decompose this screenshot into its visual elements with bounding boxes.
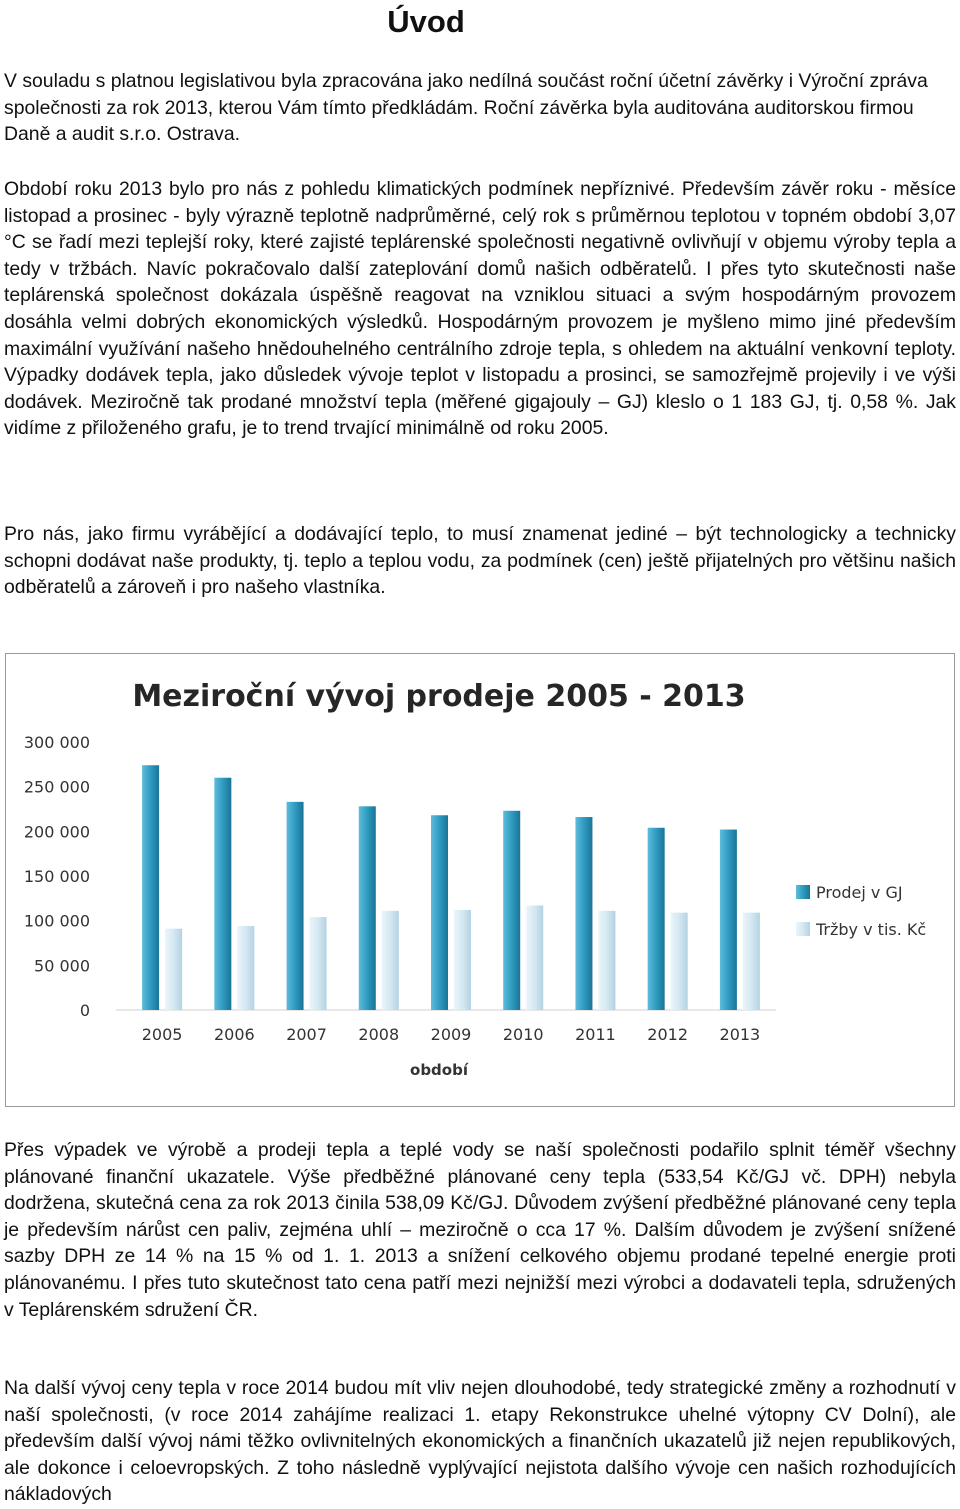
mission-paragraph: Pro nás, jako firmu vyrábějící a dodávající teplo, to musí znamenat jediné – být technologicky a technicky schopni dodávat naše produkty, tj. teplo a teplou vodu, za podmínek (cen) ještě přijatelných pro většinu našich odběratelů a zároveň i pro našeho vlastníka. — [4, 523, 956, 599]
sales-chart — [5, 653, 955, 1107]
legend-swatch-trzby — [796, 922, 810, 936]
y-tick-label: 200 000 — [23, 822, 90, 842]
bar-prodej-2009 — [431, 815, 448, 1010]
x-tick-label: 2012 — [647, 1025, 689, 1044]
bar-trzby-2010 — [526, 905, 543, 1010]
bar-prodej-2008 — [359, 806, 376, 1010]
page-title: Úvod — [387, 4, 465, 39]
x-tick-label: 2006 — [213, 1025, 255, 1044]
bar-trzby-2006 — [237, 926, 254, 1010]
bar-trzby-2008 — [382, 911, 399, 1010]
chart-title: Meziroční vývoj prodeje 2005 - 2013 — [132, 679, 746, 714]
bar-prodej-2007 — [287, 802, 304, 1010]
x-tick-label: 2007 — [286, 1025, 327, 1044]
y-tick-label: 250 000 — [23, 777, 90, 797]
y-tick-label: 150 000 — [23, 867, 90, 886]
legend-label-trzby: Tržby v tis. Kč — [816, 920, 927, 939]
finance-paragraph: Přes výpadek ve výrobě a prodeji tepla a teplé vody se naší společnosti podařilo splnit téměř všechny plánované finanční ukazatele. Výše předběžné plánované ceny tepla (533,54 Kč/GJ vč. DPH) nebyla dodržena, skutečná cena za rok 2013 činila 538,09 Kč/GJ. Důvodem zvýšení předběžné plánované ceny tepla je především nárůst cen paliv, zejména uhlí – meziročně o cca 17 %. Dalším důvodem je zvýšení snížené sazby DPH ze 14 % na 15 % od 1. 1. 2013 a snížení celkového objemu prodané tepelné energie proti plánovanému. I přes tuto skutečnost tato cena patří mezi nejnižší mezi výrobci a dodavateli tepla, sdružených v Teplárenském sdružení ČR. — [4, 1139, 956, 1321]
bar-trzby-2013 — [743, 913, 760, 1010]
bar-trzby-2009 — [454, 910, 471, 1010]
bar-prodej-2011 — [575, 817, 592, 1010]
bar-prodej-2013 — [720, 830, 737, 1010]
x-tick-label: 2011 — [575, 1025, 616, 1044]
x-axis-label: období — [410, 1061, 468, 1079]
bar-prodej-2006 — [214, 778, 231, 1010]
intro-paragraph: V souladu s platnou legislativou byla zpracována jako nedílná součást roční účetní závěrky i Výroční zpráva společnosti za rok 2013, kterou Vám tímto předkládám. Roční závěrka byla auditována auditorskou firmou Daně a audit s.r.o. Ostrava. — [4, 70, 928, 146]
bar-trzby-2007 — [310, 917, 327, 1010]
y-tick-label: 50 000 — [34, 956, 90, 976]
x-tick-label: 2009 — [430, 1025, 472, 1044]
x-tick-label: 2013 — [719, 1025, 761, 1044]
bar-trzby-2005 — [165, 929, 182, 1010]
legend-swatch-prodej — [796, 885, 810, 899]
legend-label-prodej: Prodej v GJ — [816, 883, 903, 902]
sales-chart-svg — [6, 654, 954, 1106]
bar-trzby-2012 — [671, 913, 688, 1010]
x-tick-label: 2005 — [141, 1025, 183, 1044]
x-tick-label: 2010 — [502, 1025, 544, 1044]
bar-prodej-2012 — [648, 828, 665, 1010]
y-tick-label: 0 — [79, 1001, 90, 1020]
x-tick-label: 2008 — [358, 1025, 400, 1044]
y-tick-label: 300 000 — [23, 733, 90, 752]
outlook-paragraph: Na další vývoj ceny tepla v roce 2014 budou mít vliv nejen dlouhodobé, tedy strategické změny a rozhodnutí v naší společnosti, (v roce 2014 zahájíme realizaci 1. etapy Rekonstrukce uhelné výtopny CV Dolní), ale především další vývoj námi těžko ovlivnitelných ekonomických a finančních ukazatelů již nejen republikových, ale dokonce i celoevropských. Z toho následně vyplývající nejistota dalšího vývoje cen našich rozhodujících nákladových — [4, 1377, 956, 1506]
bar-trzby-2011 — [598, 911, 615, 1010]
y-tick-label: 100 000 — [23, 911, 90, 931]
bar-prodej-2005 — [142, 765, 159, 1010]
bar-prodej-2010 — [503, 811, 520, 1010]
climate-paragraph: Období roku 2013 bylo pro nás z pohledu klimatických podmínek nepříznivé. Především závěr roku - měsíce listopad a prosinec - byly výrazně teplotně nadprůměrné, celý rok s průměrnou teplotou v topném období 3,07 °C se řadí mezi teplejší roky, které zajisté teplárenské společnosti negativně ovlivňují v objemu výroby tepla a tedy v tržbách. Navíc pokračovalo další zateplování domů našich odběratelů. I přes tyto skutečnosti naše teplárenská společnost dokázala úspěšně reagovat na vzniklou situaci a svým hospodárným provozem dosáhla velmi dobrých ekonomických výsledků. Hospodárným provozem je myšleno mimo jiné především maximální využívání našeho hnědouhelného centrálního zdroje tepla, s ohledem na aktuální venkovní teploty. Výpadky dodávek tepla, jako důsledek vývoje teplot v listopadu a prosinci, se samozřejmě projevily i ve výši dodávek. Meziročně tak prodané množství tepla (měřené gigajouly – GJ) kleslo o 1 183 GJ, tj. 0,58 %. Jak vidíme z přiloženého grafu, je to trend trvající minimálně od roku 2005. — [4, 178, 956, 440]
